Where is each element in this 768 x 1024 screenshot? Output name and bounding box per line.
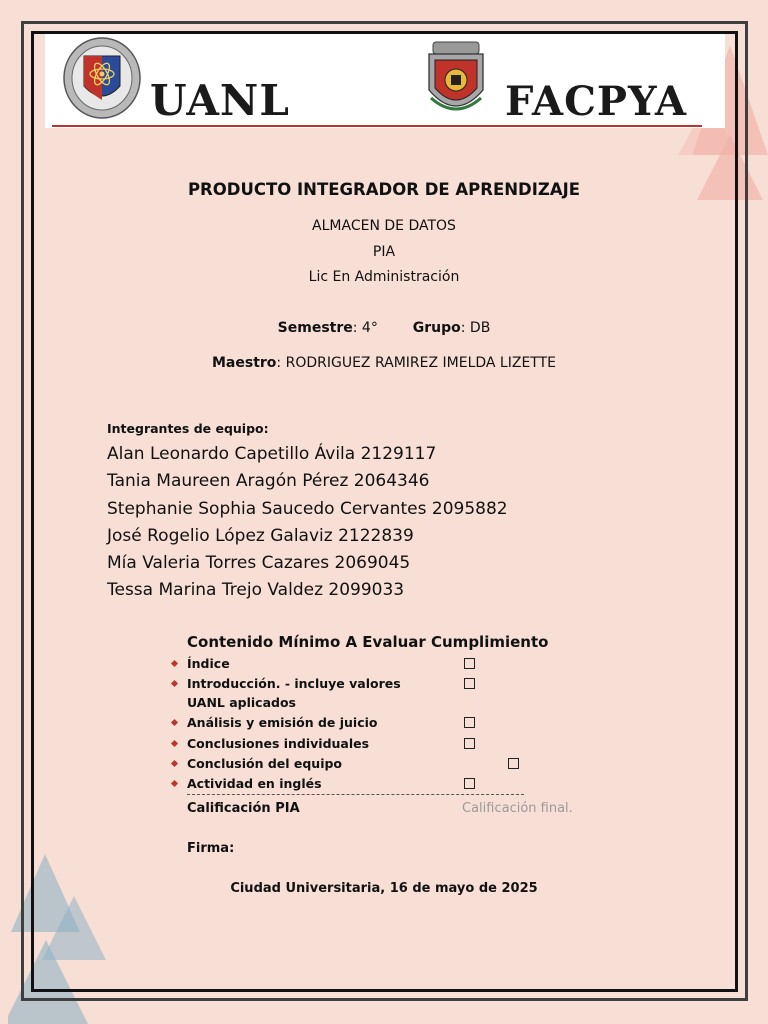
criteria-item-introduccion: Introducción. - incluye valores	[187, 676, 401, 691]
grade-label: Calificación PIA	[187, 801, 300, 816]
member-item: Stephanie Sophia Saucedo Cervantes 2095882	[107, 498, 508, 519]
header-divider	[52, 125, 702, 127]
signature-label: Firma:	[187, 841, 235, 856]
subject-name: ALMACEN DE DATOS	[312, 218, 456, 234]
semester-label: Semestre	[277, 320, 353, 336]
member-item: Mía Valeria Torres Cazares 2069045	[107, 553, 411, 574]
uanl-logo-text: UANL	[150, 76, 290, 125]
semester-value: : 4°	[352, 320, 378, 336]
member-item: José Rogelio López Galaviz 2122839	[107, 525, 414, 546]
criteria-item-introduccion-cont: UANL aplicados	[187, 695, 296, 710]
checkbox-conclusion-equipo[interactable]	[508, 758, 519, 769]
member-item: Tessa Marina Trejo Valdez 2099033	[107, 580, 405, 601]
document-type: PIA	[372, 244, 396, 260]
teacher-line	[0, 355, 768, 371]
facpya-logo-text: FACPYA	[505, 78, 688, 125]
checkbox-indice[interactable]	[464, 658, 475, 669]
grade-field[interactable]: Calificación final.	[462, 801, 573, 816]
place-date: Ciudad Universitaria, 16 de mayo de 2025	[230, 881, 538, 896]
criteria-header: Contenido Mínimo A Evaluar	[187, 633, 426, 651]
teacher-value: : RODRIGUEZ RAMIREZ IMELDA LIZETTE	[276, 355, 556, 371]
checkbox-ingles[interactable]	[464, 778, 475, 789]
member-item: Alan Leonardo Capetillo Ávila 2129117	[107, 444, 437, 464]
group-label: Grupo	[412, 320, 461, 336]
criteria-item-conclusion-equipo: Conclusión del equipo	[187, 756, 343, 771]
criteria-item-indice: Índice	[187, 656, 230, 671]
checkbox-analisis[interactable]	[464, 717, 475, 728]
checkbox-conclusiones[interactable]	[464, 738, 475, 749]
compliance-header: Cumplimiento	[431, 633, 549, 651]
criteria-item-analisis: Análisis y emisión de juicio	[187, 715, 378, 730]
semester-group-line	[0, 320, 768, 336]
member-list	[107, 441, 508, 605]
criteria-item-ingles: Actividad en inglés	[187, 776, 322, 791]
uanl-seal-icon	[62, 36, 142, 120]
table-divider	[187, 794, 524, 795]
team-label: Integrantes de equipo:	[107, 421, 269, 436]
criteria-item-conclusiones: Conclusiones individuales	[187, 736, 370, 751]
teacher-label: Maestro	[212, 355, 277, 371]
document-title: PRODUCTO INTEGRADOR DE APRENDIZAJE	[187, 180, 581, 199]
group-value: : DB	[460, 320, 491, 336]
member-item: Tania Maureen Aragón Pérez 2064346	[107, 471, 430, 492]
career-name: Lic En Administración	[308, 269, 460, 285]
facpya-shield-icon	[425, 40, 487, 122]
checkbox-introduccion[interactable]	[464, 678, 475, 689]
